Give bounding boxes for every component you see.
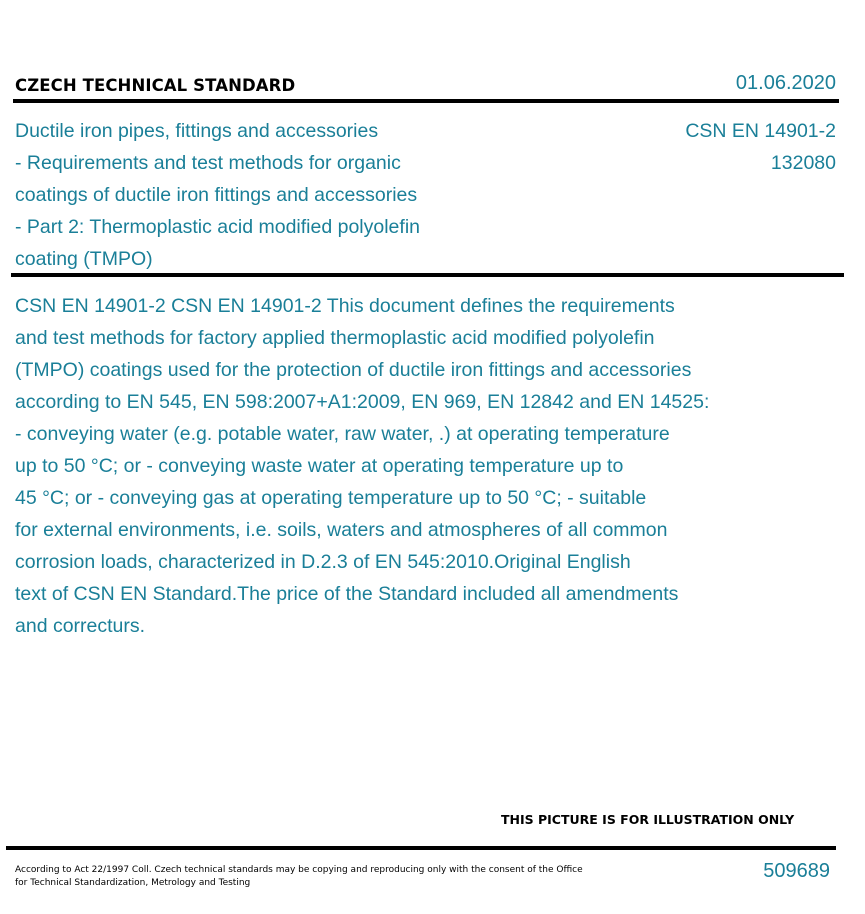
- description-line: and correcturs.: [15, 615, 146, 637]
- footer-divider: [6, 846, 836, 850]
- legal-notice: [15, 864, 595, 890]
- publication-date: 01.06.2020: [735, 72, 836, 94]
- description-line: for external environments, i.e. soils, waters and atmospheres of all common: [15, 519, 668, 541]
- title-divider: [11, 273, 844, 277]
- description-line: according to EN 545, EN 598:2007+A1:2009, EN 969, EN 12842 and EN 14525:: [15, 391, 710, 413]
- description-line: up to 50 °C; or - conveying waste water at operating temperature up to: [15, 455, 624, 477]
- standard-number: CSN EN 14901-2: [685, 120, 836, 142]
- catalog-code: 509689: [763, 860, 830, 882]
- standard-title: [15, 115, 485, 275]
- description-line: corrosion loads, characterized in D.2.3 of EN 545:2010.Original English: [15, 551, 631, 573]
- title-line: - Requirements and test methods for organic: [15, 152, 401, 174]
- title-line: coating (TMPO): [15, 248, 153, 270]
- legal-line: According to Act 22/1997 Coll. Czech technical standards may be copying and reproducing only with the consent of the Office: [15, 865, 583, 875]
- description-line: (TMPO) coatings used for the protection of ductile iron fittings and accessories: [15, 359, 692, 381]
- header-divider: [13, 99, 839, 103]
- description-line: 45 °C; or - conveying gas at operating temperature up to 50 °C; - suitable: [15, 487, 647, 509]
- title-line: coatings of ductile iron fittings and accessories: [15, 184, 418, 206]
- illustration-notice: THIS PICTURE IS FOR ILLUSTRATION ONLY: [501, 812, 795, 827]
- description-line: and test methods for factory applied thermoplastic acid modified polyolefin: [15, 327, 655, 349]
- standard-description: [15, 290, 805, 642]
- description-line: - conveying water (e.g. potable water, raw water, .) at operating temperature: [15, 423, 670, 445]
- description-line: CSN EN 14901-2 CSN EN 14901-2 This document defines the requirements: [15, 295, 675, 317]
- title-line: Ductile iron pipes, fittings and accessories: [15, 120, 379, 142]
- standard-identifiers: [685, 115, 836, 179]
- description-line: text of CSN EN Standard.The price of the Standard included all amendments: [15, 583, 679, 605]
- legal-line: for Technical Standardization, Metrology and Testing: [15, 878, 251, 888]
- classification-number: 132080: [770, 152, 836, 174]
- document-type-label: CZECH TECHNICAL STANDARD: [15, 76, 296, 95]
- title-line: - Part 2: Thermoplastic acid modified polyolefin: [15, 216, 420, 238]
